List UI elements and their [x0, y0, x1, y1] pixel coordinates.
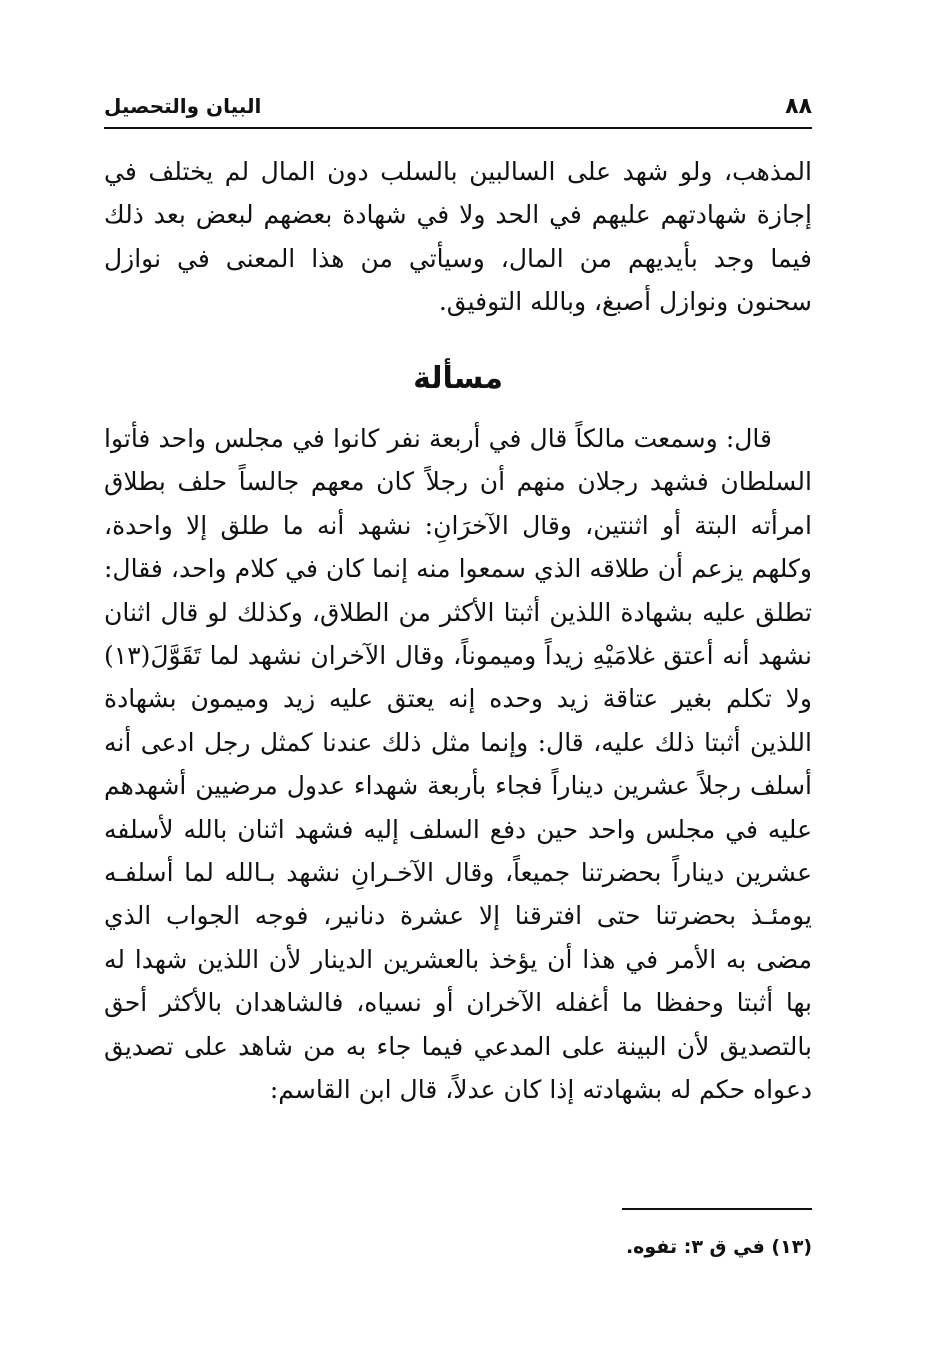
page-number: ٨٨ — [785, 94, 812, 119]
section-title: مسألة — [413, 361, 503, 396]
footnote: (١٣) في ق ٣: تفوه. — [625, 1236, 812, 1258]
header-divider — [104, 127, 812, 129]
intro-paragraph-block — [104, 150, 812, 324]
intro-paragraph: المذهب، ولو شهد على السالبين بالسلب دون المال لم يختلف في إجازة شهادتهم عليهم في الحد ولا في شهادة بعضهم لبعض بعد ذلك فيما وجد بأيديهم من المال، وسيأتي من هذا المعنى في نوازل سحنون ونوازل أصبغ، وبالله التوفيق. — [104, 157, 812, 317]
main-paragraph: قال: وسمعت مالكاً قال في أربعة نفر كانوا في مجلس واحد فأتوا السلطان فشهد رجلان منهم أن رجلاً كان معهم جالساً حلف بطلاق امرأته البتة أو اثنتين، وقال الآخرَانِ: نشهد أنه ما طلق إلا واحدة، وكلهم يزعم أن طلاقه الذي سمعوا منه إنما كان في كلام واحد، فقال: تطلق عليه بشهادة اللذين أثبتا الأكثر من الطلاق، وكذلك لو قال اثنان نشهد أنه أعتق غلامَيْهِ زيداً وميموناً، وقال الآخران نشهد لما تَقَوَّلَ(١٣) ولا تكلم بغير عتاقة زيد وحده إنه يعتق عليه زيد وميمون بشهادة اللذين أثبتا ذلك عليه، قال: وإنما مثل ذلك عندنا كمثل رجل ادعى أنه أسلف رجلاً عشرين ديناراً فجاء بأربعة شهداء عدول مرضيين أشهدهم عليه في مجلس واحد حين دفع السلف إليه فشهد اثنان بالله لأسلفه عشرين ديناراً بحضرتنا جميعاً، وقال الآخـرانِ نشهد بـالله لما أسلفـه يومئـذ بحضرتنا حتى افترقنا إلا عشرة دنانير، فوجه الجواب الذي مضى به الأمر في هذا أن يؤخذ بالعشرين الدينار لأن اللذين شهدا له بها أثبتا وحفظا ما أغفله الآخران أو نسياه، فالشاهدان بالأكثر أحق بالتصديق لأن البينة على المدعي فيما جاء به من شاهد على تصديق دعواه حكم له بشهادته إذا كان عدلاً، قال ابن القاسم: — [104, 424, 812, 1105]
main-paragraph-block — [104, 417, 812, 1112]
page-header — [104, 92, 812, 128]
running-title: البيان والتحصيل — [104, 94, 262, 118]
footnote-divider — [622, 1208, 812, 1210]
